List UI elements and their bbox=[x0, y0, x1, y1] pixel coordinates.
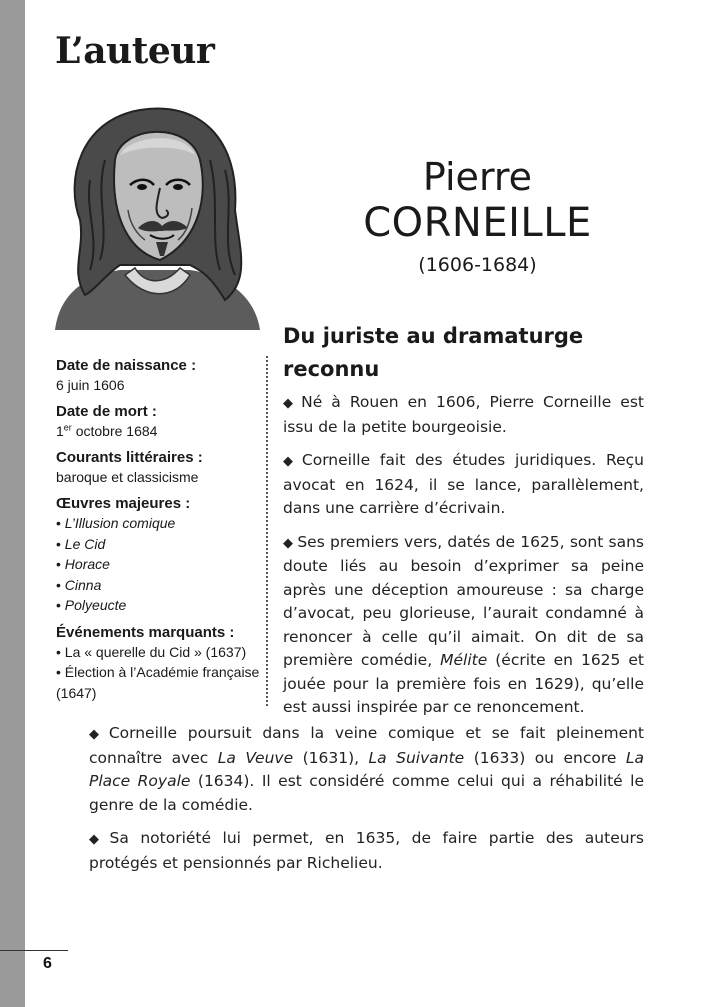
list-item: • La « querelle du Cid » (1637) bbox=[56, 642, 261, 663]
author-life-dates: (1606-1684) bbox=[418, 254, 537, 276]
section-title: L’auteur bbox=[55, 30, 215, 72]
paragraph-first-verses: ◆ Ses premiers vers, datés de 1625, sont sans doute liés au besoin d’exprimer sa peine après une déception amoureuse : sa charge d’avocat, peu glorieuse, l’aurait condamné à renoncer à celle qu’il aimait. On dit de sa première comédie, Mélite (écrite en 1625 et jouée pour la première fois en 1629), qu’elle est aussi inspirée par ce renoncement. bbox=[283, 532, 644, 716]
author-first-name: Pierre bbox=[422, 155, 533, 199]
paragraph-richelieu: ◆ Sa notoriété lui permet, en 1635, de faire partie des auteurs protégés et pensionnés par Richelieu. bbox=[89, 829, 644, 872]
birth-value: 6 juin 1606 bbox=[56, 377, 125, 393]
biography-continued bbox=[89, 722, 644, 885]
diamond-bullet-icon: ◆ bbox=[283, 454, 298, 469]
death-month-year: octobre 1684 bbox=[71, 423, 158, 439]
death-day-suffix: er bbox=[63, 422, 72, 433]
work-title: La Suivante bbox=[368, 748, 465, 767]
biography-column bbox=[283, 391, 644, 730]
list-item: • Horace bbox=[56, 554, 261, 575]
list-item: • Élection à l’Académie française (1647) bbox=[56, 662, 261, 703]
death-day: 1 bbox=[56, 423, 64, 439]
page-edge-band bbox=[0, 0, 25, 1007]
paragraph-birth: ◆ Né à Rouen en 1606, Pierre Corneille est issu de la petite bourgeoisie. bbox=[283, 393, 644, 436]
author-name-block bbox=[340, 155, 615, 279]
diamond-bullet-icon: ◆ bbox=[283, 396, 298, 411]
diamond-bullet-icon: ◆ bbox=[89, 727, 105, 742]
diamond-bullet-icon: ◆ bbox=[89, 832, 106, 847]
list-item: • Cinna bbox=[56, 575, 261, 596]
diamond-bullet-icon: ◆ bbox=[283, 535, 294, 551]
author-facts-sidebar bbox=[56, 356, 261, 703]
events-list bbox=[56, 642, 261, 704]
birth-label: Date de naissance : bbox=[56, 357, 197, 374]
work-title: Mélite bbox=[440, 651, 488, 669]
paragraph-comedies: ◆ Corneille poursuit dans la veine comique et se fait pleinement connaître avec La Veuve (1631), La Suivante (1633) ou encore La Place Royale (1634). Il est considéré comme celui qui a réhabilité le genre de la comédie. bbox=[89, 724, 645, 814]
page-number: 6 bbox=[43, 955, 52, 972]
author-last-name: CORNEILLE bbox=[363, 200, 592, 246]
death-label: Date de mort : bbox=[56, 403, 157, 420]
paragraph-studies: ◆ Corneille fait des études juridiques. Reçu avocat en 1624, il se lance, parallèlement, dans une carrière d’écrivain. bbox=[283, 451, 644, 517]
author-portrait-illustration bbox=[50, 100, 260, 330]
movements-label: Courants littéraires : bbox=[56, 449, 203, 466]
list-item: • Le Cid bbox=[56, 534, 261, 555]
dotted-column-divider bbox=[266, 356, 268, 706]
list-item: • L’Illusion comique bbox=[56, 513, 261, 534]
movements-value: baroque et classicisme bbox=[56, 469, 199, 485]
work-title: La Place Royale bbox=[89, 748, 645, 790]
section-heading: Du juriste au dramaturge reconnu bbox=[283, 324, 584, 381]
works-label: Œuvres majeures : bbox=[56, 495, 191, 512]
footer-rule bbox=[0, 950, 68, 951]
list-item: • Polyeucte bbox=[56, 595, 261, 616]
work-title: La Veuve bbox=[217, 748, 294, 767]
death-value bbox=[56, 421, 261, 441]
events-label: Événements marquants : bbox=[56, 623, 235, 641]
works-list bbox=[56, 513, 261, 616]
